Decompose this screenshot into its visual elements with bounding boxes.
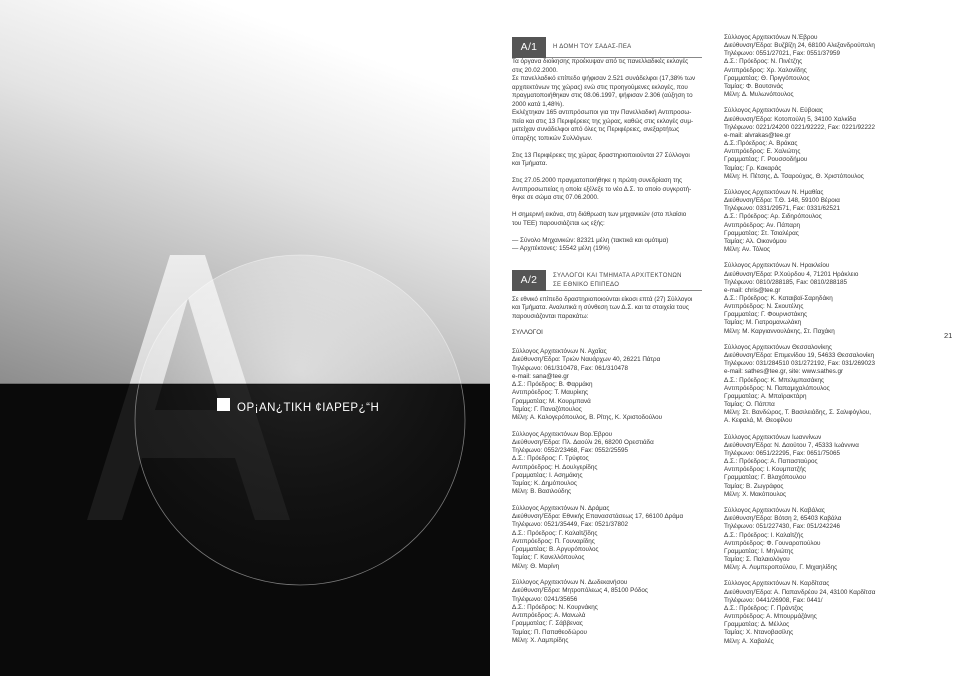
association-detail: Ταμίας: Κ. Δημόπουλος bbox=[512, 480, 577, 487]
association-detail: Διεύθυνση/Έδρα: Βυζβίζη 24, 68100 Αλεξανδρούπολη bbox=[724, 42, 875, 50]
association-detail: Διεύθυνση/Έδρα: Τ.Θ. 148, 59100 Βέροια bbox=[724, 197, 840, 205]
section-a1-header bbox=[512, 37, 702, 58]
text-line: του ΤΕΕ) παρουσιάζεται ως εξής: bbox=[512, 219, 605, 227]
association-entry bbox=[724, 434, 939, 499]
section-a1-body bbox=[512, 58, 717, 254]
association-detail: e-mail: chris@tee.gr bbox=[724, 286, 781, 294]
association-detail: Τηλέφωνο: 0810/288185, Fax: 0810/288185 bbox=[724, 278, 848, 286]
paragraph bbox=[512, 211, 717, 228]
text-line: στις 20.02.2000. bbox=[512, 66, 558, 74]
association-detail: Διεύθυνση/Έδρα: Επιμενίδου 19, 54633 Θεσσαλονίκη bbox=[724, 352, 875, 360]
association-detail: Γραμματέας: Γ. Φουρνιστάκης bbox=[724, 311, 808, 319]
association-detail: Ταμίας: Ο. Πάππα bbox=[724, 401, 775, 409]
association-detail: Αντιπρόεδρος: Η. Δουλγερίδης bbox=[512, 463, 598, 471]
association-detail: Γραμματέας: Θ. Πριγγόπουλος bbox=[724, 74, 810, 82]
association-name: Σύλλογος Αρχιτεκτόνων Ν. Δράμας bbox=[512, 504, 610, 512]
title-marker-square bbox=[217, 398, 230, 411]
text-line: αρχιτεκτόνων της χώρας) ενώ στις προηγούμενες εκλογές, που bbox=[512, 83, 688, 91]
association-name: Σύλλογος Αρχιτεκτόνων Ιωαννίνων bbox=[724, 433, 822, 441]
association-detail: Αντιπρόεδρος: Ι. Κουμπατζής bbox=[724, 466, 806, 474]
association-detail: Αντιπρόεδρος: Α. Μανωλά bbox=[512, 612, 586, 619]
association-detail: Αντιπρόεδρος: Φ. Γουναροπούλου bbox=[724, 539, 821, 547]
association-entry bbox=[724, 34, 939, 99]
association-detail: Τηλέφωνο: 0521/35449, Fax: 0521/37802 bbox=[512, 521, 629, 529]
paragraph bbox=[512, 177, 717, 203]
association-detail: Αντιπρόεδρος: Αν. Πάπαρη bbox=[724, 221, 801, 229]
association-detail: Τηλέφωνο: 061/310478, Fax: 061/310478 bbox=[512, 364, 629, 372]
association-detail: Μέλη: Η. Πέτσης, Δ. Τσαρούχας, Θ. Χριστόπουλος bbox=[724, 172, 864, 180]
association-detail: Ταμίας: Χ. Ντανοβασίλης bbox=[724, 629, 794, 637]
association-detail: Μέλη: Α. Χαβαλές bbox=[724, 637, 774, 645]
association-detail: Αντιπρόεδρος: Χρ. Χαλονίδης bbox=[724, 66, 807, 74]
association-detail: Δ.Σ.: Πρόεδρος: Γ. Καλαϊτζίδης bbox=[512, 529, 598, 537]
association-detail: Τηλέφωνο: 0221/24200 0221/92222, Fax: 0221/92222 bbox=[724, 123, 876, 131]
section-a2-intro bbox=[512, 296, 717, 337]
text-line: Εκλέχτηκαν 165 αντιπρόσωποι για την Πανελλαδική Αντιπροσω- bbox=[512, 109, 692, 116]
text-line: Σε πανελλαδικό επίπεδο ψήφισαν 2.521 συνάδελφοι (17,38% των bbox=[512, 75, 696, 82]
section-heading-line: ΣΕ ΕΘΝΙΚΟ ΕΠΙΠΕΔΟ bbox=[553, 282, 620, 288]
section-heading-line: ΣΥΛΛΟΓΟΙ ΚΑΙ ΤΜΗΜΑΤΑ ΑΡΧΙΤΕΚΤΟΝΩΝ bbox=[553, 273, 682, 279]
association-detail: Διεύθυνση/Έδρα: Πλ. Δαούλι 26, 68200 Ορεστιάδα bbox=[512, 438, 654, 446]
association-detail: Τηλέφωνο: 0552/23468, Fax: 0552/25595 bbox=[512, 447, 629, 454]
association-detail: Δ.Σ.: Πρόεδρος: Ν. Πινέτζης bbox=[724, 58, 803, 66]
association-detail: Ταμίας: Γ. Κανελλόπουλος bbox=[512, 554, 585, 562]
association-detail: Α. Κεφαλά, Μ. Θεοφίλου bbox=[724, 417, 793, 425]
association-detail: Μέλη: Δ. Μυλωνόπουλος bbox=[724, 91, 794, 99]
association-name: Σύλλογος Αρχιτεκτόνων Ν.Έβρου bbox=[724, 34, 818, 41]
association-name: Σύλλογος Αρχιτεκτόνων Ν. Καρδίτσας bbox=[724, 580, 830, 588]
text-line: Τα όργανα διοίκησης προέκυψαν από τις πανελλαδικές εκλογές bbox=[512, 58, 689, 65]
association-detail: Μέλη: Θ. Μαρίνη bbox=[512, 562, 560, 570]
text-line: πεία και στις 13 Περιφέρειες της χώρας, καθώς στις εκλογές συμ- bbox=[512, 117, 694, 125]
association-detail: Τηλέφωνο: 0651/22295, Fax: 0651/75065 bbox=[724, 449, 841, 457]
association-entry bbox=[724, 262, 939, 335]
association-detail: e-mail: sathes@tee.gr, site: www.sathes.gr bbox=[724, 368, 844, 376]
association-detail: Γραμματέας: Α. Μπαϊρακτάρη bbox=[724, 392, 807, 400]
section-rule bbox=[546, 290, 702, 291]
association-entry bbox=[724, 580, 939, 645]
association-detail: Δ.Σ.: Πρόεδρος: Α. Παπασταύρος bbox=[724, 458, 818, 466]
association-detail: Διεύθυνση/Έδρα: Τριών Ναυάρχων 40, 26221 Πάτρα bbox=[512, 356, 661, 364]
chapter-title: ΟΡ¡ΑΝ¿ΤΙΚΗ ¢ΙΑΡΕΡ¿“Η bbox=[237, 402, 380, 414]
text-line: ύπαρξης τοπικών Συλλόγων. bbox=[512, 134, 593, 142]
association-entry bbox=[724, 507, 939, 572]
association-detail: Διεύθυνση/Έδρα: Εθνικής Επανασστάσεως 17, 66100 Δράμα bbox=[512, 513, 684, 520]
text-line: και Τμήματα. Αναλυτικά η σύνθεση των Δ.Σ. και τα στοιχεία τους bbox=[512, 304, 689, 312]
association-detail: Μέλη: Χ. Μακόπουλος bbox=[724, 490, 787, 498]
association-entry bbox=[724, 189, 939, 254]
text-line: Σε εθνικό επίπεδο δραστηριοποιούνται είκοσι επτά (27) Σύλλογοι bbox=[512, 296, 693, 303]
association-detail: Δ.Σ.: Πρόεδρος: Κ. Μπελιμπασάκης bbox=[724, 376, 825, 384]
associations-right-column bbox=[724, 34, 939, 646]
association-detail: Διεύθυνση/Έδρα: Κοτοπούλη 5, 34100 Χαλκίδα bbox=[724, 115, 857, 123]
paragraph bbox=[512, 152, 717, 169]
association-detail: Γραμματέας: Ι. Μηλιώτης bbox=[724, 547, 794, 555]
association-detail: Ταμίας: Β. Ζωγράφος bbox=[724, 482, 784, 490]
association-detail: Μέλη: Β. Βασιλούδης bbox=[512, 488, 572, 496]
text-line: μετείχαν συνάδελφοι από όλες τις Περιφέρειες, ανεξαρτήτως bbox=[512, 126, 680, 133]
association-detail: Μέλη: Α. Καλογερόπουλος, Β. Ρίτης, Κ. Χριστοδούλου bbox=[512, 414, 663, 421]
association-name: Σύλλογος Αρχιτεκτόνων Ν. Ηρακλείου bbox=[724, 262, 830, 270]
association-detail: Μέλη: Αν. Τόλιος bbox=[724, 246, 771, 254]
association-detail: Γραμματέας: Μ. Κουρμπανά bbox=[512, 397, 591, 405]
association-detail: Τηλέφωνο: 0441/26908, Fax: 0441/ bbox=[724, 596, 823, 604]
text-line: — Αρχιτέκτονες: 15542 μέλη (19%) bbox=[512, 245, 610, 252]
text-line: Αντιπροσωπείας η οποία εξέλεξε το νέο Δ.Σ. το οποίο συγκροτή- bbox=[512, 185, 692, 193]
section-a2-header bbox=[512, 270, 702, 291]
association-detail: Διεύθυνση/Έδρα: Βότση 2, 65403 Καβάλα bbox=[724, 515, 842, 523]
association-detail: Γραμματέας: Ι. Ασημάκης bbox=[512, 471, 583, 479]
association-detail: Ταμίας: Π. Παπαθεοδώρου bbox=[512, 628, 587, 636]
paragraph bbox=[512, 58, 717, 143]
association-detail: Ταμίας: Γ. Παναζόπουλος bbox=[512, 405, 582, 413]
associations-left-column bbox=[512, 348, 717, 645]
association-name: Σύλλογος Αρχιτεκτόνων Ν. Εύβοιας bbox=[724, 107, 823, 115]
paragraph bbox=[512, 237, 717, 254]
association-detail: Γραμματέας: Β. Αργυρόπουλος bbox=[512, 546, 599, 553]
association-detail: Γραμματέας: Δ. Μέλλος bbox=[724, 621, 790, 629]
association-detail: Μέλη: Μ. Καργιαννουλάκης, Στ. Παχάκη bbox=[724, 327, 835, 335]
association-detail: Τηλέφωνο: 0241/35656 bbox=[512, 595, 578, 603]
association-detail: Μέλη: Χ. Λαμπρίδης bbox=[512, 636, 569, 644]
association-name: Σύλλογος Αρχιτεκτόνων Ν. Αχαΐας bbox=[512, 348, 607, 355]
association-detail: Ταμίας: Σ. Παλαιολόγου bbox=[724, 556, 790, 563]
association-detail: Δ.Σ.: Πρόεδρος: Β. Φαρμάκη bbox=[512, 381, 593, 388]
text-line: θηκε σε σώμα στις 07.06.2000. bbox=[512, 194, 599, 201]
association-detail: Δ.Σ.: Πρόεδρος: Ι. Καλαϊτζής bbox=[724, 531, 804, 539]
association-detail: Γραμματέας: Γ. Ρουσσοδήμου bbox=[724, 156, 808, 164]
section-heading: Η ΔΟΜΗ ΤΟΥ ΣΑΔΑΣ-ΠΕΑ bbox=[553, 44, 632, 50]
association-name: Σύλλογος Αρχιτεκτόνων Ν. Καβάλας bbox=[724, 507, 825, 515]
association-detail: Δ.Σ.: Πρόεδρος: Γ. Πράντζος bbox=[724, 604, 804, 612]
association-detail: Ταμίας: Μ. Γιατρομανωλάκη bbox=[724, 319, 802, 327]
text-line: Στις 27.05.2000 πραγματοποιήθηκε η πρώτη συνεδρίαση της bbox=[512, 177, 683, 184]
section-code-badge: A/2 bbox=[512, 270, 546, 291]
association-name: Σύλλογος Αρχιτεκτόνων Ν. Δωδεκανήσου bbox=[512, 579, 628, 586]
association-entry bbox=[724, 107, 939, 180]
association-detail: Ταμίας: Φ. Βουτσινάς bbox=[724, 82, 784, 90]
association-detail: Τηλέφωνο: 0551/27021, Fax: 0551/37959 bbox=[724, 50, 841, 58]
association-name: Σύλλογος Αρχιτεκτόνων Βορ.Έβρου bbox=[512, 430, 613, 438]
association-detail: e-mail: alvrakas@tee.gr bbox=[724, 131, 791, 139]
association-detail: Ταμίας: Αλ. Οικονόμου bbox=[724, 237, 787, 245]
association-detail: Δ.Σ.: Πρόεδρος: Γ. Τρύφτος bbox=[512, 455, 589, 463]
association-detail: Αντιπρόεδρος: Ε. Χαλιώτης bbox=[724, 148, 801, 156]
section-code-badge: A/1 bbox=[512, 37, 546, 58]
association-detail: Διεύθυνση/Έδρα: Μητροπόλεως 4, 85100 Ρόδος bbox=[512, 587, 648, 595]
association-name: Σύλλογος Αρχιτεκτόνων Θεσσαλονίκης bbox=[724, 343, 832, 351]
association-detail: Μέλη: Α. Λυμπεροπούλου, Γ. Μιχαηλίδης bbox=[724, 564, 838, 572]
text-line: Στις 13 Περιφέρειες της χώρας δραστηριοποιούνται 27 Σύλλογοι bbox=[512, 151, 690, 159]
association-detail: Διεύθυνση/Έδρα: Ρ.Χούρδου 4, 71201 Ηράκλειο bbox=[724, 270, 859, 278]
association-detail: Ταμίας: Γρ. Κακαράς bbox=[724, 164, 782, 172]
association-name: Σύλλογος Αρχιτεκτόνων Ν. Ημαθίας bbox=[724, 188, 824, 196]
association-detail: Αντιπρόεδρος: Τ. Μαυρίκης bbox=[512, 389, 589, 397]
page-number: 21 bbox=[944, 331, 953, 340]
association-entry bbox=[724, 344, 939, 426]
subheading: ΣΥΛΛΟΓΟΙ bbox=[512, 329, 543, 337]
association-entry bbox=[512, 505, 717, 571]
association-detail: Γραμματέας: Γ. Σάββενας bbox=[512, 620, 583, 628]
text-line: και Τμήματα. bbox=[512, 160, 548, 167]
association-detail: Δ.Σ.: Πρόεδρος: Αρ. Σιδηρόπουλος bbox=[724, 213, 822, 221]
text-line: Η σημερινή εικόνα, στη διάθρωση των μηχανικών (στο πλαίσιο bbox=[512, 211, 687, 218]
association-detail: e-mail: sana@tee.gr bbox=[512, 372, 569, 380]
association-detail: Γραμματέας: Στ. Τσιαλέρας bbox=[724, 229, 799, 237]
association-detail: Διεύθυνση/Έδρα: Ν. Δαούτου 7, 45333 Ιωάννινα bbox=[724, 441, 859, 449]
association-detail: Διεύθυνση/Έδρα: Α. Παπανδρέου 24, 43100 Καρδίτσα bbox=[724, 588, 876, 596]
text-line: πραγματοποιήθηκαν στις 08.06.1997, ψήφισαν 2.306 (αύξηση το bbox=[512, 92, 693, 99]
association-detail: Τηλέφωνο: 0331/29571, Fax: 0331/62521 bbox=[724, 205, 841, 213]
association-detail: Αντιπρόεδρος: Π. Γουναρίδης bbox=[512, 537, 595, 545]
text-line: 2000 κατά 1,48%). bbox=[512, 100, 564, 108]
text-line: παρουσιάζονται παρακάτω: bbox=[512, 312, 589, 320]
association-detail: Τηλέφωνο: 031/284510 031/272192, Fax: 031/269023 bbox=[724, 360, 876, 368]
association-detail: Δ.Σ.: Πρόεδρος: Ν. Κουρνάκης bbox=[512, 603, 598, 611]
association-detail: Γραμματέας: Γ. Βλαχόπουλου bbox=[724, 474, 806, 482]
association-entry bbox=[512, 348, 717, 422]
association-detail: Αντιπρόεδρος: Ν. Παπαμιχαλόπουλος bbox=[724, 384, 830, 392]
association-entry bbox=[512, 579, 717, 645]
association-detail: Αντιπρόεδρος: Α. Μπουρμάζάνης bbox=[724, 613, 817, 621]
text-line: — Σύνολο Μηχανικών: 82321 μέλη (τακτικά και ομότιμα) bbox=[512, 236, 669, 244]
association-detail: Δ.Σ.:Πρόεδρος: Α. Βράκας bbox=[724, 140, 798, 148]
association-entry bbox=[512, 431, 717, 497]
association-detail: Μέλη: Στ. Βανδώρος, Τ. Βασιλειάδης, Σ. Σαλιφόγλου, bbox=[724, 409, 871, 417]
association-detail: Δ.Σ.: Πρόεδρος: Κ. Καταιβαϊ-Σαρηδάκη bbox=[724, 295, 833, 302]
association-detail: Τηλέφωνο: 051/227430, Fax: 051/242246 bbox=[724, 523, 841, 531]
association-detail: Αντιπρόεδρος: Ν. Σκουτέλης bbox=[724, 303, 804, 311]
